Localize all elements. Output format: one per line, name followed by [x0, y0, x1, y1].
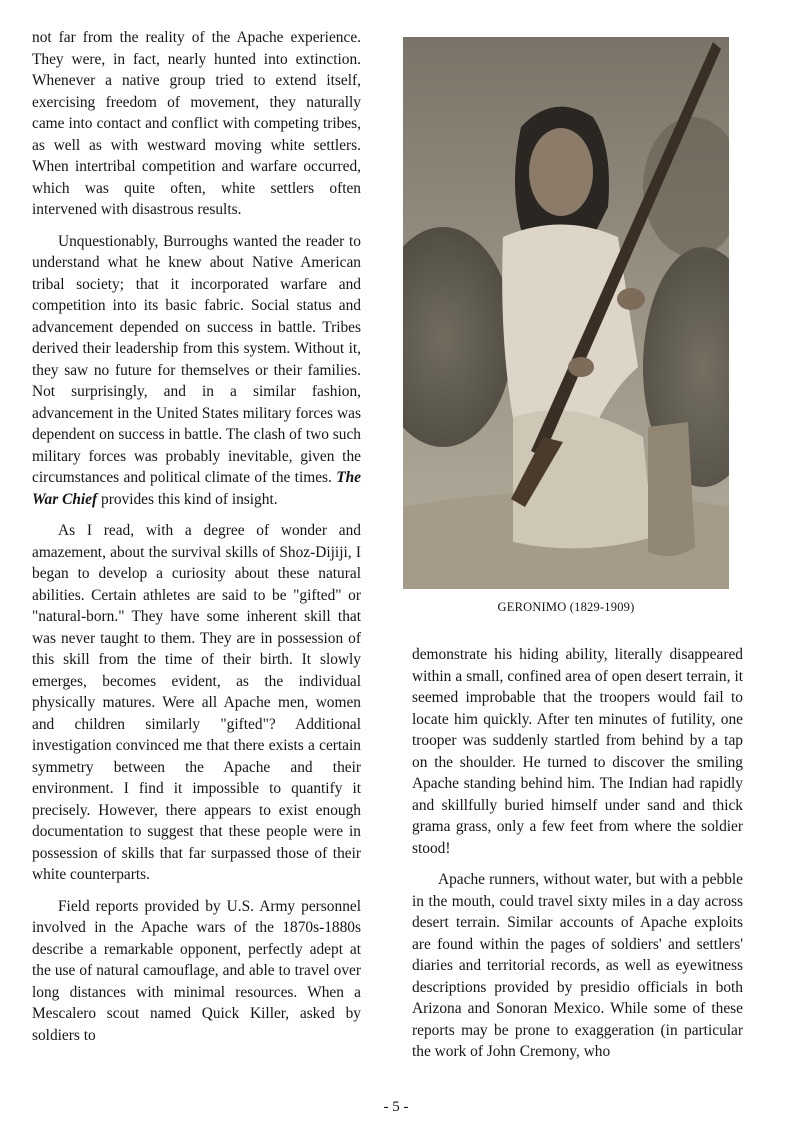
- paragraph: not far from the reality of the Apache experience. They were, in fact, nearly hunted into extinction. Whenever a native group tried to extend itself, exercising freedom of movement, they naturally came into contact and conflict with competing tribes, as well as with westward moving white settlers. When intertribal competition and warfare occurred, which was quite often, white settlers often intervened with disastrous results.: [32, 29, 361, 218]
- paragraph: demonstrate his hiding ability, literally disappeared within a small, confined area of open desert terrain, it seemed improbable that the troopers would fail to locate him quickly. After ten minutes of futility, one trooper was suddenly startled from behind by a tap on the shoulder. He turned to discover the smiling Apache standing behind him. The Indian had rapidly and skillfully buried himself under sand and thick grama grass, only a few feet from where the soldier stood!: [412, 646, 743, 857]
- geronimo-photograph: [403, 37, 729, 589]
- photo-caption: GERONIMO (1829-1909): [497, 600, 635, 614]
- paragraph: Apache runners, without water, but with a pebble in the mouth, could travel sixty miles in a day across desert terrain. Similar accounts of Apache exploits are found within the pages of soldiers' and settlers' diaries and territorial records, as well as eyewitness descriptions provided by presidio officials in both Arizona and Sonoran Mexico. While some of these reports may be prone to exaggeration (in particular the work of John Cremony, who: [412, 871, 743, 1060]
- paragraph: As I read, with a degree of wonder and amazement, about the survival skills of Shoz-Dijiji, I began to develop a curiosity about these natural abilities. Certain athletes are said to be "gifted" or "natural-born." They have some inherent skill that was never taught to them. They are in possession of this skill from the time of their birth. It slowly emerges, becomes evident, as the individual physically matures. Were all Apache men, women and children similarly "gifted"? Additional investigation convinced me that there exists a certain symmetry between the Apache and their environment. I find it impossible to quantify it precisely. However, there appears to exist enough documentation to suggest that these people were in possession of skills that far surpassed those of their white counterparts.: [32, 522, 361, 883]
- paragraph: Field reports provided by U.S. Army personnel involved in the Apache wars of the 1870s-1880s describe a remarkable opponent, perfectly adept at the use of natural camouflage, and able to travel over long distances with minimal resources. When a Mescalero scout named Quick Killer, asked by soldiers to: [32, 897, 361, 1044]
- page-number: - 5 -: [383, 1099, 409, 1115]
- paragraph-text: provides this kind of insight.: [101, 490, 278, 508]
- portrait-illustration: [403, 37, 729, 589]
- book-title: The War Chief: [32, 469, 361, 508]
- right-column: [412, 644, 743, 1073]
- paragraph: [32, 231, 361, 511]
- left-column: [32, 27, 361, 1056]
- paragraph-text: Unquestionably, Burroughs wanted the reader to understand what he knew about Native American tribal society; that it incorporated warfare and competition into its basic fabric. Social status and advancement depended on success in battle. Tribes derived their leadership from this system. Without it, they saw no future for themselves or their families. Not surprisingly, and in a similar fashion, advancement in the United States military forces was dependent on success in battle. The clash of two such military forces was probably inevitable, given the circumstances and political climate of the times.: [32, 232, 361, 486]
